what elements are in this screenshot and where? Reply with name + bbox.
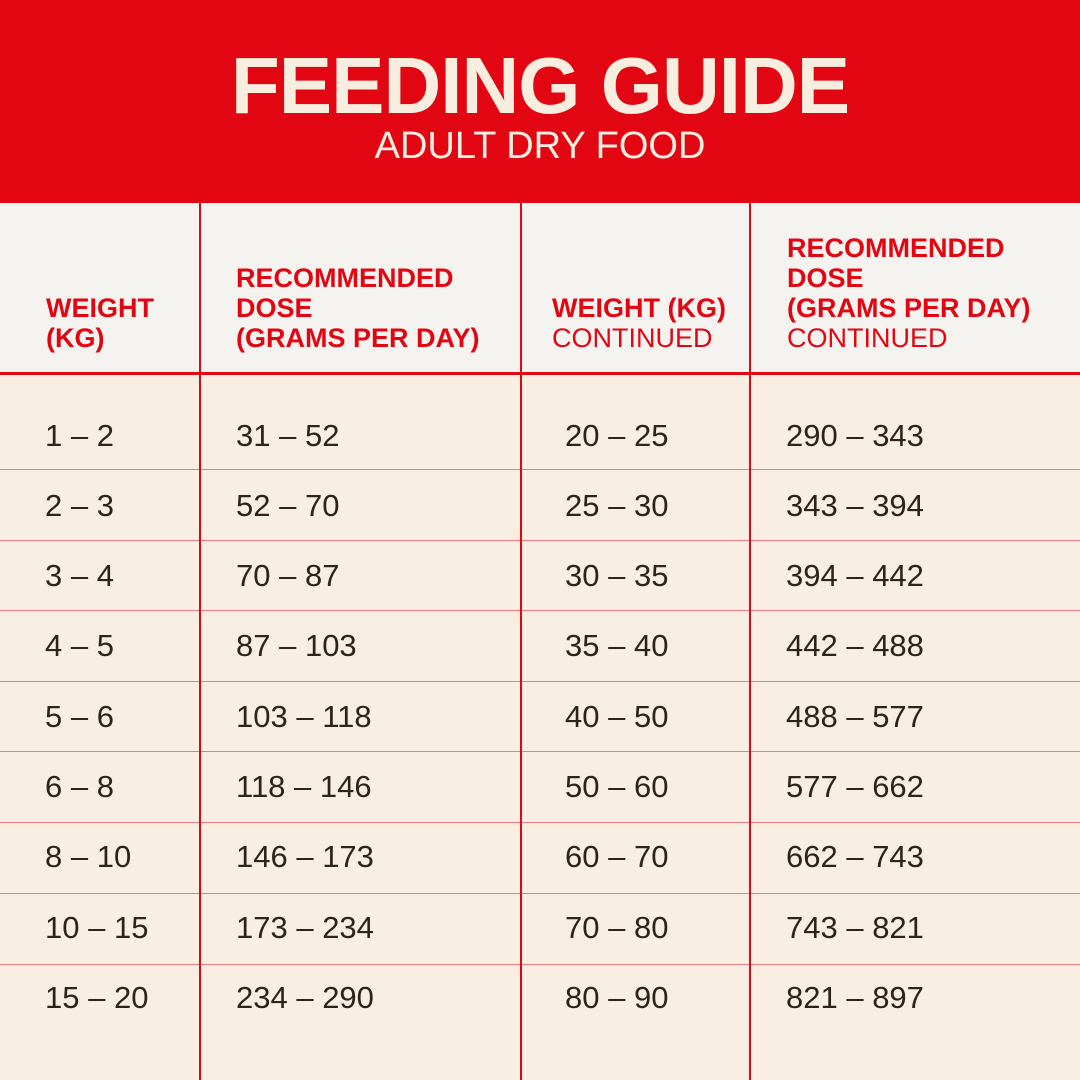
col-header-line: WEIGHT	[46, 293, 154, 323]
col-header-line: CONTINUED	[552, 323, 713, 353]
dose-cell: 31 – 52	[236, 418, 340, 453]
row-divider	[0, 751, 1080, 752]
col-header-line: (GRAMS PER DAY)	[787, 293, 1031, 323]
dose-continued-cell: 290 – 343	[786, 418, 924, 453]
weight-continued-cell: 60 – 70	[565, 839, 669, 874]
column-divider	[749, 203, 751, 1080]
weight-cell: 1 – 2	[45, 418, 114, 453]
dose-cell: 118 – 146	[236, 769, 372, 804]
column-divider	[520, 203, 522, 1080]
weight-continued-cell: 70 – 80	[565, 910, 669, 945]
dose-continued-cell: 662 – 743	[786, 839, 924, 874]
dose-cell: 234 – 290	[236, 980, 374, 1015]
dose-cell: 173 – 234	[236, 910, 374, 945]
weight-cell: 3 – 4	[45, 558, 114, 593]
row-divider	[0, 893, 1080, 894]
header-divider	[0, 372, 1080, 375]
row-divider	[0, 822, 1080, 823]
col-header-line: DOSE	[787, 263, 864, 293]
col-header-weight	[46, 293, 154, 353]
dose-continued-cell: 343 – 394	[786, 488, 924, 523]
weight-continued-cell: 25 – 30	[565, 488, 669, 523]
row-divider	[0, 469, 1080, 470]
dose-continued-cell: 488 – 577	[786, 699, 924, 734]
weight-cell: 2 – 3	[45, 488, 114, 523]
col-header-line: (KG)	[46, 323, 105, 353]
page-subtitle: ADULT DRY FOOD	[374, 125, 706, 167]
weight-continued-cell: 50 – 60	[565, 769, 669, 804]
row-divider	[0, 540, 1080, 541]
dose-continued-cell: 577 – 662	[786, 769, 924, 804]
dose-continued-cell: 743 – 821	[786, 910, 924, 945]
col-header-weight-continued	[552, 293, 726, 353]
col-header-line: WEIGHT (KG)	[552, 293, 726, 323]
row-divider	[0, 610, 1080, 611]
weight-cell: 15 – 20	[45, 980, 149, 1015]
weight-continued-cell: 40 – 50	[565, 699, 669, 734]
col-header-line: RECOMMENDED	[787, 233, 1005, 263]
weight-continued-cell: 35 – 40	[565, 628, 669, 663]
weight-continued-cell: 30 – 35	[565, 558, 669, 593]
dose-continued-cell: 394 – 442	[786, 558, 924, 593]
dose-cell: 52 – 70	[236, 488, 340, 523]
dose-cell: 87 – 103	[236, 628, 357, 663]
weight-cell: 10 – 15	[45, 910, 149, 945]
dose-cell: 70 – 87	[236, 558, 340, 593]
dose-continued-cell: 821 – 897	[786, 980, 924, 1015]
weight-cell: 6 – 8	[45, 769, 114, 804]
col-header-line: CONTINUED	[787, 323, 948, 353]
dose-continued-cell: 442 – 488	[786, 628, 924, 663]
col-header-dose	[236, 263, 480, 353]
col-header-line: DOSE	[236, 293, 313, 323]
col-header-line: (GRAMS PER DAY)	[236, 323, 480, 353]
weight-continued-cell: 20 – 25	[565, 418, 669, 453]
dose-cell: 103 – 118	[236, 699, 372, 734]
weight-cell: 5 – 6	[45, 699, 114, 734]
weight-continued-cell: 80 – 90	[565, 980, 669, 1015]
weight-cell: 8 – 10	[45, 839, 132, 874]
col-header-line: RECOMMENDED	[236, 263, 454, 293]
page-title: FEEDING GUIDE	[230, 41, 850, 130]
dose-cell: 146 – 173	[236, 839, 374, 874]
weight-cell: 4 – 5	[45, 628, 114, 663]
row-divider	[0, 964, 1080, 965]
row-divider	[0, 681, 1080, 682]
title-banner	[0, 0, 1080, 203]
col-header-dose-continued	[787, 233, 1031, 353]
column-divider	[199, 203, 201, 1080]
